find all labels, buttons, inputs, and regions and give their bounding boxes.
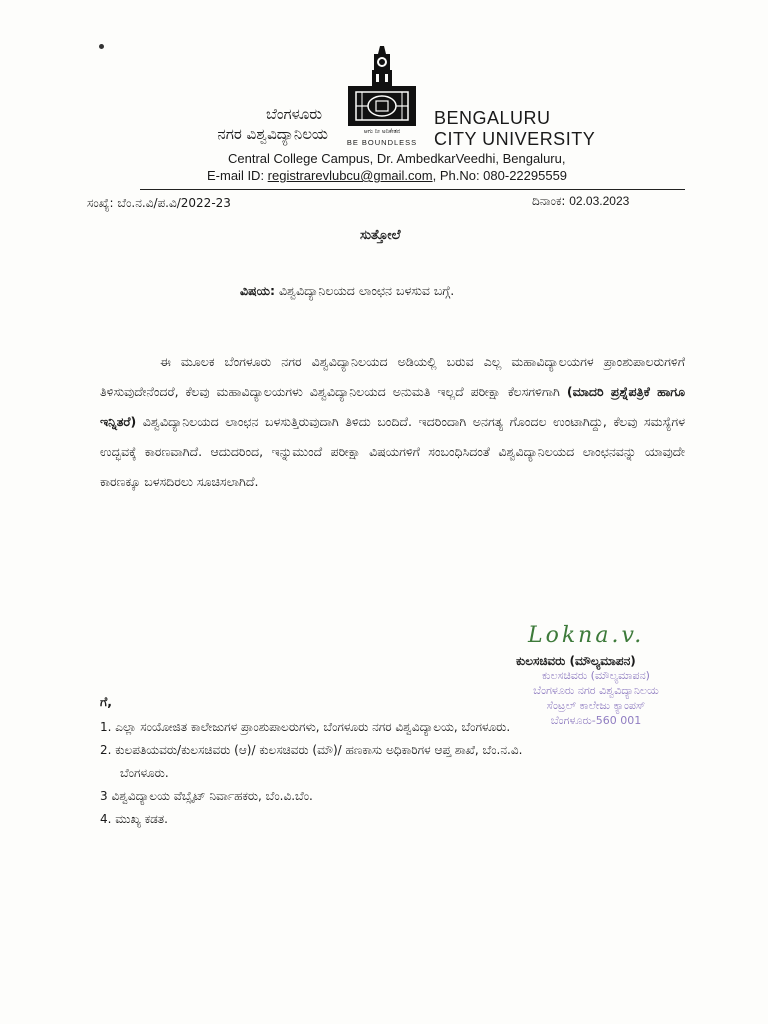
subject-label: ವಿಷಯ: <box>240 283 275 298</box>
university-name-english <box>434 108 634 150</box>
date-label: ದಿನಾಂಕ: <box>532 194 566 208</box>
university-name-kannada-line1: ಬೆಂಗಳೂರು <box>265 105 322 123</box>
university-name-english-line1: BENGALURU <box>434 108 551 128</box>
university-logo <box>346 46 418 150</box>
body-text-part2: ವಿಶ್ವವಿದ್ಯಾನಿಲಯದ ಲಾಂಛನ ಬಳಸುತ್ತಿರುವುದಾಗಿ ತಿಳಿದು ಬಂದಿದೆ. ಇದರಿಂದಾಗಿ ಅನಗತ್ಯ ಗೊಂದಲ ಉಂಟಾಗಿದ್ದು, ಕೆಲವು ಸಮಸ್ಯೆಗಳ ಉದ್ಭವಕ್ಕೆ ಕಾರಣವಾಗಿದೆ. ಆದುದರಿಂದ, ಇನ್ನುಮುಂದೆ ಪರೀಕ್ಷಾ ವಿಷಯಗಳಿಗೆ ಸಂಬಂಧಿಸಿದಂತೆ ವಿಶ್ವವಿದ್ಯಾನಿಲಯದ ಲಾಂಛನವನ್ನು ಯಾವುದೇ ಕಾರಣಕ್ಕೂ ಬಳಸದಿರಲು ಸೂಚಿಸಲಾಗಿದೆ. <box>100 414 685 489</box>
university-address: Central College Campus, Dr. AmbedkarVeedhi, Bengaluru, <box>228 151 566 166</box>
distribution-to-label: ಗೆ, <box>100 694 113 709</box>
distribution-item: 3 ವಿಶ್ವವಿದ್ಯಾಲಯ ವೆಬ್ಸೈಟ್ ನಿರ್ವಾಹಕರು, ಬೆಂ.ವಿ.ಬೆಂ. <box>100 789 313 803</box>
signatory-designation: ಕುಲಸಚಿವರು (ಮೌಲ್ಯಮಾಪನ) <box>516 654 636 668</box>
distribution-item: 1. ಎಲ್ಲಾ ಸಂಯೋಜಿತ ಕಾಲೇಜುಗಳ ಪ್ರಾಂಶುಪಾಲರುಗಳು, ಬೆಂಗಳೂರು ನಗರ ವಿಶ್ವವಿದ್ಯಾಲಯ, ಬೆಂಗಳೂರು. <box>100 720 511 734</box>
email-link[interactable]: registrarevlubcu@gmail.com <box>267 168 433 183</box>
reference-date <box>532 194 629 209</box>
university-name-kannada <box>160 104 328 144</box>
body-text-part1: ಈ ಮೂಲಕ ಬೆಂಗಳೂರು ನಗರ ವಿಶ್ವವಿದ್ಯಾನಿಲಯದ ಅಡಿಯಲ್ಲಿ ಬರುವ ಎಲ್ಲ ಮಹಾವಿದ್ಯಾಲಯಗಳ ಪ್ರಾಂಶುಪಾಲರುಗಳಿಗೆ ತಿಳಿಸುವುದೇನೆಂದರೆ, ಕೆಲವು ಮಹಾವಿದ್ಯಾಲಯಗಳು ವಿಶ್ವವಿದ್ಯಾನಿಲಯದ ಅನುಮತಿ ಇಲ್ಲದೆ ಪರೀಕ್ಷಾ ಕೆಲಸಗಳಿಗಾಗಿ <box>100 354 685 399</box>
subject-text: ವಿಶ್ವವಿದ್ಯಾನಿಲಯದ ಲಾಂಛನ ಬಳಸುವ ಬಗ್ಗೆ. <box>278 283 455 298</box>
logo-motto-kannada: ಆಗು ನೀ ಅನಿಕೇತನ <box>363 128 401 135</box>
university-name-english-line2: CITY UNIVERSITY <box>434 129 596 149</box>
stamp-line3: ಸೆಂಟ್ರಲ್ ಕಾಲೇಜು ಕ್ಯಾಂಪಸ್ <box>546 699 646 712</box>
subject-line <box>240 283 454 299</box>
distribution-item: 2. ಕುಲಪತಿಯವರು/ಕುಲಸಚಿವರು (ಆ)/ ಕುಲಸಚಿವರು (ಮೌ)/ ಹಣಕಾಸು ಅಧಿಕಾರಿಗಳ ಆಪ್ತ ಶಾಖೆ, ಬೆಂ.ನ.ವಿ. <box>100 743 523 757</box>
scan-dot <box>99 44 104 49</box>
stamp-line4: ಬೆಂಗಳೂರು-560 001 <box>550 714 642 727</box>
handwritten-signature: Lokna.v. <box>528 623 645 648</box>
document-heading: ಸುತ್ತೋಲೆ <box>360 228 401 243</box>
email-label: E-mail ID: <box>207 168 268 183</box>
circular-body <box>100 347 685 497</box>
body-paragraph <box>100 347 685 497</box>
distribution-item-continuation: ಬೆಂಗಳೂರು. <box>120 766 169 780</box>
university-name-kannada-line2: ನಗರ ವಿಶ್ವವಿದ್ಯಾನಿಲಯ <box>217 125 328 143</box>
stamp-line1: ಕುಲಸಚಿವರು (ಮೌಲ್ಯಮಾಪನ) <box>542 669 650 682</box>
body-text-bold: (ಮಾದರಿ ಪ್ರಶ್ನೆಪತ್ರಿಕೆ ಹಾಗೂ ಇನ್ನಿತರೆ) <box>100 384 685 429</box>
header-divider <box>140 189 685 190</box>
phone-number: , Ph.No: 080-22295559 <box>432 168 568 183</box>
distribution-item: 4. ಮುಖ್ಯ ಕಡತ. <box>100 812 168 826</box>
contact-line <box>207 168 567 183</box>
reference-number: ಸಂಖ್ಯೆ: ಬೆಂ.ನ.ವಿ/ಪ.ವಿ/2022-23 <box>87 196 231 210</box>
stamp-line2: ಬೆಂಗಳೂರು ನಗರ ವಿಶ್ವವಿದ್ಯಾನಿಲಯ <box>533 684 659 697</box>
date-value: 02.03.2023 <box>569 194 630 208</box>
distribution-list <box>100 716 700 831</box>
logo-motto-english: BE BOUNDLESS <box>346 138 418 147</box>
